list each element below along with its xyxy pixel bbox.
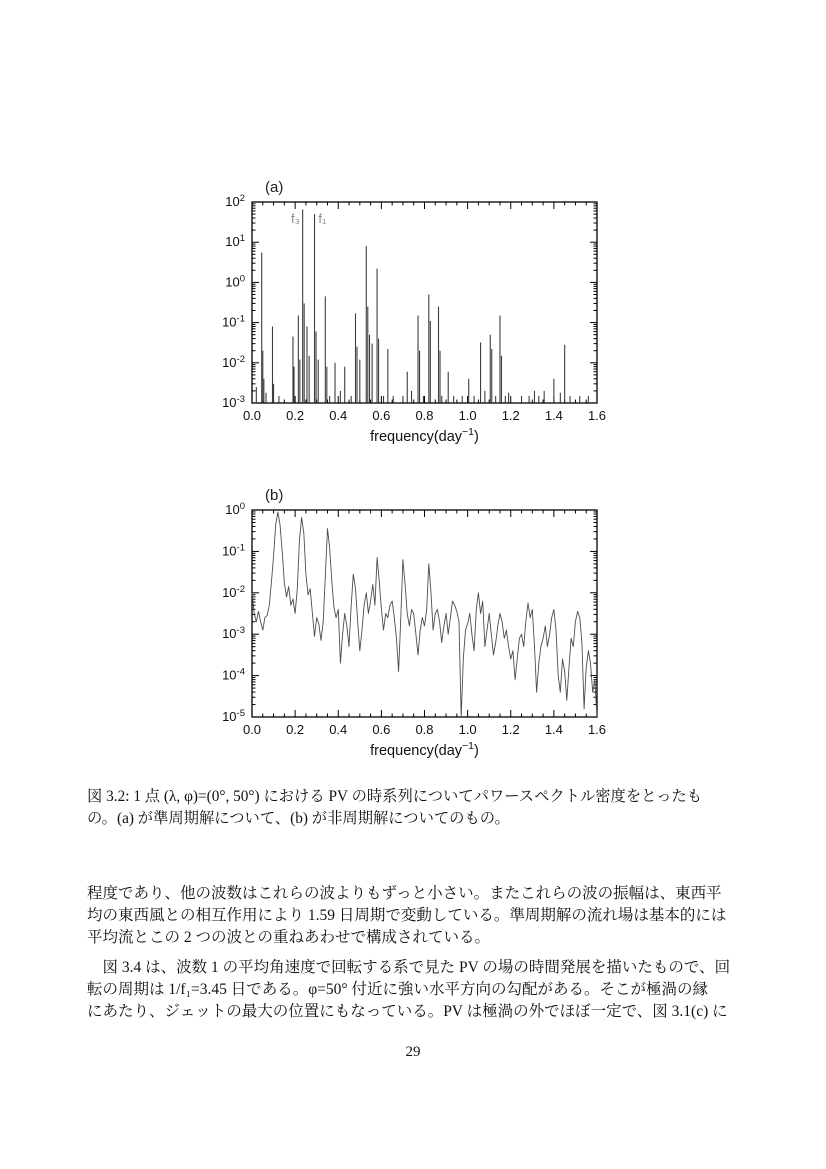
x-tick-label: 1.0 — [458, 722, 477, 737]
x-tick-label: 0.0 — [242, 722, 262, 737]
x-axis-title: frequency(day$^{-1}$) — [370, 740, 479, 759]
peak-label: f₃ — [290, 211, 300, 227]
y-tick-label: $10^{-1}$ — [222, 313, 245, 330]
x-tick-label: 0.2 — [286, 408, 305, 423]
x-tick-label: 0.6 — [372, 408, 391, 423]
y-tick-label: $10^{-2}$ — [222, 353, 245, 370]
y-tick-label: $10^1$ — [225, 233, 245, 250]
x-tick-label: 1.0 — [458, 408, 477, 423]
peak-label: f₁ — [318, 211, 327, 227]
x-tick-label: 0.2 — [286, 722, 305, 737]
body-line: 平均流とこの 2 つの波との重ねあわせで構成されている。 — [87, 929, 491, 947]
y-tick-label: $10^{-1}$ — [222, 542, 245, 559]
plot-frame — [252, 510, 597, 717]
psd-curve — [252, 512, 597, 717]
x-tick-label: 1.2 — [501, 408, 520, 423]
caption-line-2: の。(a) が準周期解について、(b) が非周期解についてのもの。 — [87, 809, 510, 827]
body-line: 図 3.4 は、波数 1 の平均角速度で回転する系で見た PV の場の時間発展を描いたもので、回 — [87, 958, 731, 976]
x-tick-label: 0.4 — [329, 722, 348, 737]
x-tick-label: 1.4 — [544, 722, 563, 737]
x-tick-label: 0.0 — [242, 408, 262, 423]
page-number: 29 — [405, 1044, 421, 1060]
y-tick-label: $10^{-3}$ — [222, 625, 245, 642]
y-tick-label: $10^{-2}$ — [222, 583, 245, 600]
x-tick-label: 1.6 — [587, 722, 607, 737]
y-tick-label: $10^{-3}$ — [222, 394, 245, 410]
psd-chart-b — [200, 480, 620, 780]
x-tick-label: 1.2 — [501, 722, 520, 737]
x-tick-label: 0.4 — [329, 408, 348, 423]
y-tick-label: $10^{-5}$ — [222, 708, 245, 724]
body-line: にあたり、ジェットの最大の位置にもなっている。PV は極渦の外でほぼ一定で、図 3.1(c) に — [87, 1003, 728, 1021]
panel-label: (b) — [265, 487, 284, 504]
paragraph-2 — [87, 957, 745, 1024]
body-line: 程度であり、他の波数はこれらの波よりもずっと小さい。またこれらの波の振幅は、東西平 — [87, 885, 722, 902]
x-tick-label: 0.8 — [415, 408, 434, 423]
body-line: 均の東西風との相互作用により 1.59 日周期で変動している。準周期解の流れ場は基本的には — [87, 907, 727, 925]
psd-chart-a — [200, 170, 620, 460]
y-tick-label: $10^0$ — [225, 501, 245, 517]
panel-label: (a) — [265, 179, 284, 196]
body-line: 転の周期は 1/f₁=3.45 日である。φ=50° 付近に強い水平方向の勾配がある。そこが極渦の縁 — [87, 980, 709, 998]
paragraph-1 — [87, 883, 745, 950]
x-tick-label: 0.8 — [415, 722, 434, 737]
x-tick-label: 1.6 — [587, 408, 607, 423]
x-tick-label: 0.6 — [372, 722, 391, 737]
figure-caption — [87, 786, 745, 829]
y-tick-label: $10^{-4}$ — [222, 666, 245, 683]
y-tick-label: $10^0$ — [225, 273, 245, 290]
body-text — [87, 883, 745, 1023]
y-tick-label: $10^2$ — [225, 193, 245, 209]
caption-line-1: 図 3.2: 1 点 (λ, φ)=(0°, 50°) における PV の時系列についてパワースペクトル密度をとったも — [87, 788, 703, 805]
x-axis-title: frequency(day$^{-1}$) — [370, 426, 479, 445]
x-tick-label: 1.4 — [544, 408, 563, 423]
